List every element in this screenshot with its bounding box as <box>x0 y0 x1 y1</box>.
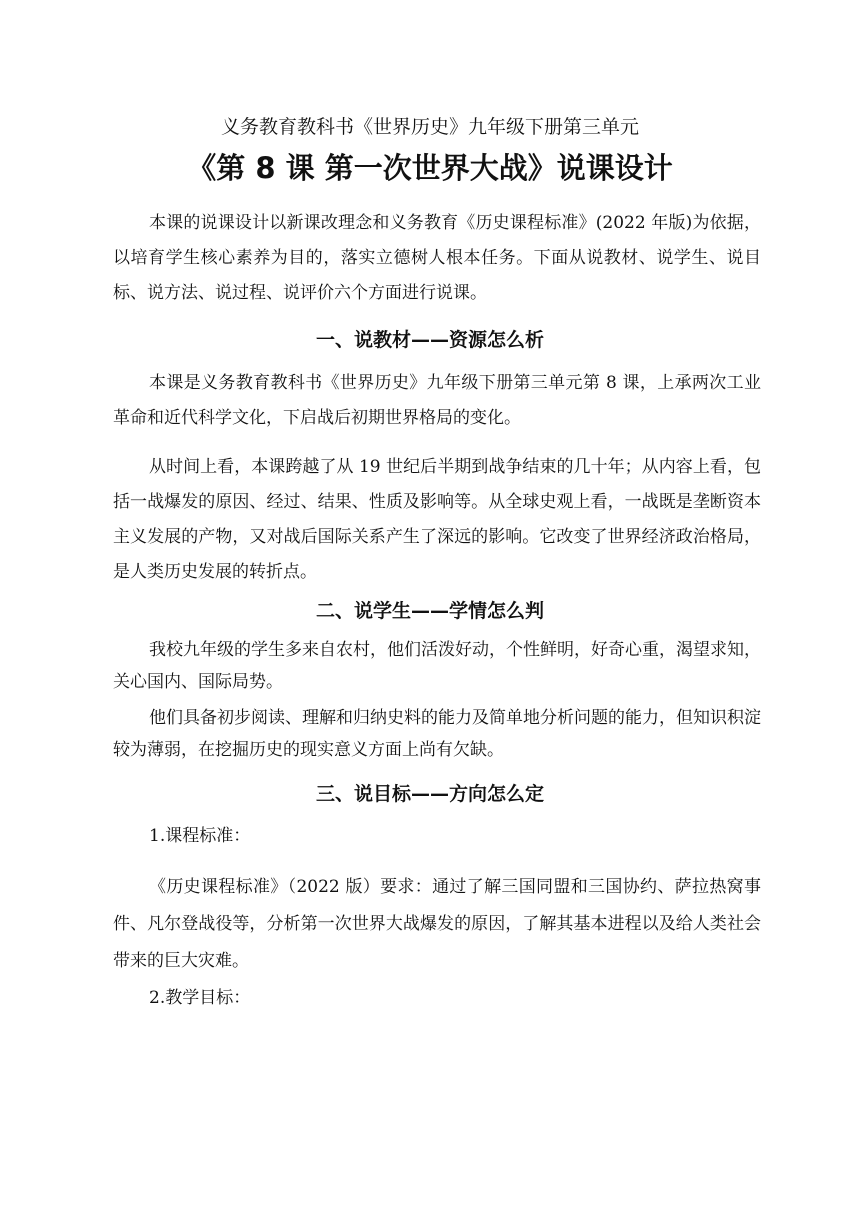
section-heading-textbook: 一、说教材——资源怎么析 <box>315 329 544 351</box>
textbook-paragraph-1: 本课是义务教育教科书《世界历史》九年级下册第三单元第 8 课，上承两次工业革命和近代科学文化，下启战后初期世界格局的变化。 <box>113 373 761 428</box>
intro-paragraph: 本课的说课设计以新课改理念和义务教育《历史课程标准》(2022 年版)为依据，以培育学生核心素养为目的，落实立德树人根本任务。下面从说教材、说学生、说目标、说方法、说过程、说评价六个方面进行说课。 <box>113 213 761 303</box>
curriculum-standard-label: 1.课程标准： <box>149 826 251 846</box>
document-subtitle: 义务教育教科书《世界历史》九年级下册第三单元 <box>220 116 639 138</box>
teaching-objectives-label: 2.教学目标： <box>149 988 251 1008</box>
textbook-paragraph-2: 从时间上看，本课跨越了从 19 世纪后半期到战争结束的几十年；从内容上看，包括一战爆发的原因、经过、结果、性质及影响等。从全球史观上看，一战既是垄断资本主义发展的产物，又对战后国际关系产生了深远的影响。它改变了世界经济政治格局，是人类历史发展的转折点。 <box>113 457 761 582</box>
students-paragraph-1: 我校九年级的学生多来自农村，他们活泼好动，个性鲜明，好奇心重，渴望求知， 关心国内、国际局势。 <box>113 640 761 692</box>
section-heading-students: 二、说学生——学情怎么判 <box>315 600 544 622</box>
document-title: 《第 8 课 第一次世界大战》说课设计 <box>187 151 673 185</box>
students-paragraph-2: 他们具备初步阅读、理解和归纳史料的能力及简单地分析问题的能力，但知识积淀较为薄弱，在挖掘历史的现实意义方面上尚有欠缺。 <box>113 708 761 760</box>
section-heading-objectives: 三、说目标——方向怎么定 <box>315 783 544 805</box>
curriculum-standard-paragraph: 《历史课程标准》（2022 版）要求：通过了解三国同盟和三国协约、萨拉热窝事件、凡尔登战役等，分析第一次世界大战爆发的原因，了解其基本进程以及给人类社会带来的巨大灾难。 <box>113 877 761 971</box>
